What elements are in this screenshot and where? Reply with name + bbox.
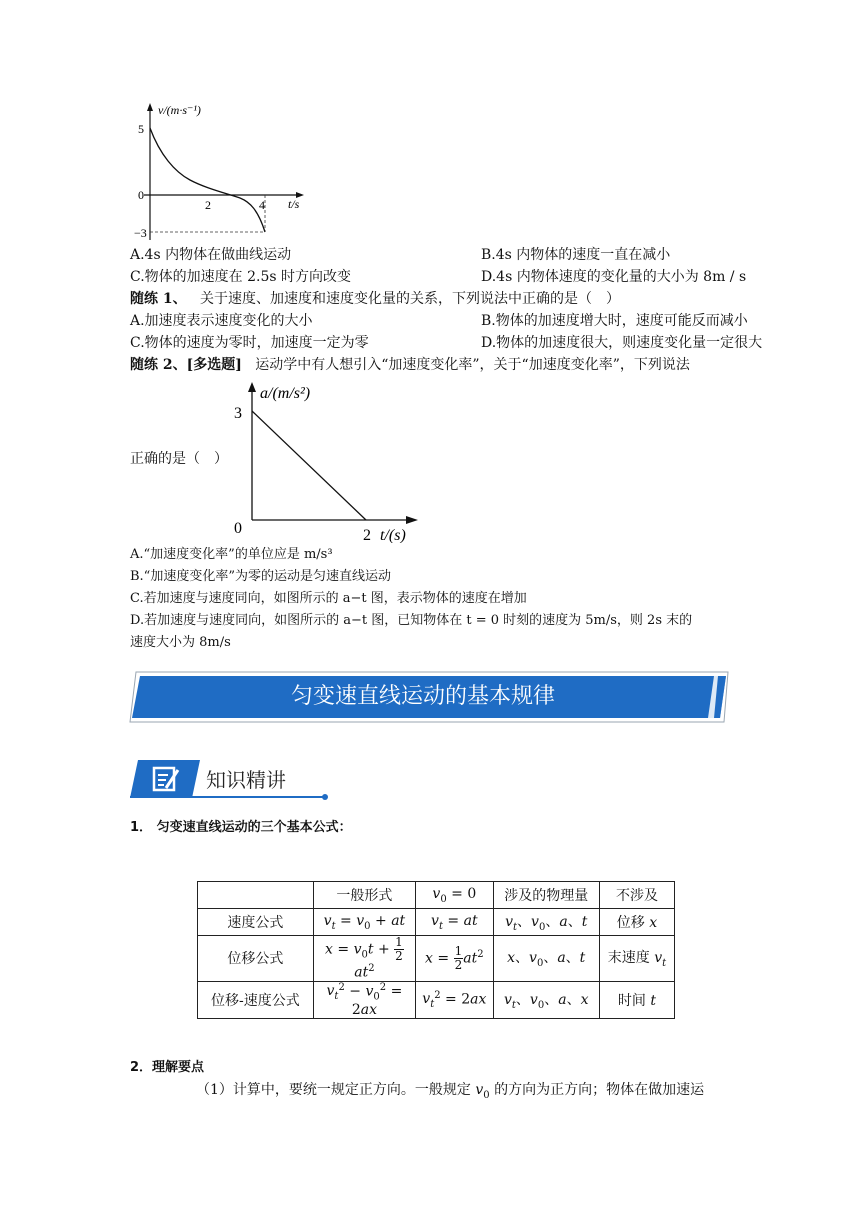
table-row <box>198 909 675 936</box>
table-header-row <box>198 882 675 909</box>
excludes: 时间 t <box>599 981 674 1018</box>
formula-zero: x = $\frac{1}{2}$ $at^2$ <box>416 936 493 982</box>
banner-title: 匀变速直线运动的基本规律 <box>290 684 555 709</box>
excludes: 位移 x <box>599 909 674 936</box>
q1-option-d: D.4s 内物体速度的变化量的大小为 8m / s <box>481 269 747 285</box>
graph1-x-label: t/s <box>288 197 300 211</box>
quantities: $v_t$、$v_0$、a、t <box>493 909 599 936</box>
practice2-label: 随练 2、[多选题] <box>130 357 242 373</box>
acceleration-time-graph <box>228 378 428 543</box>
formula-general: $x = v_0t$ + $\frac{1}{2}$ $at^2$ <box>313 936 415 982</box>
section-header <box>130 758 330 800</box>
practice2-question-cont: 正确的是（ ） <box>130 451 228 467</box>
formula-zero: $v_t^2 = 2ax$ <box>416 981 493 1018</box>
edit-note-icon <box>130 758 202 798</box>
graph1-y-tick-neg3: −3 <box>134 226 147 240</box>
table-header-cell: $v_0 = 0$ <box>416 882 493 909</box>
practice1-option-c: C.物体的速度为零时，加速度一定为零 <box>130 335 369 351</box>
practice2-option-d-line1: D.若加速度与速度同向，如图所示的 a−t 图，已知物体在 t = 0 时刻的速度为 5m/s，则 2s 末的 <box>130 613 693 628</box>
practice2-question: 运动学中有人想引入“加速度变化率”，关于“加速度变化率”，下列说法 <box>255 357 690 373</box>
table-header-cell: 不涉及 <box>599 882 674 909</box>
q1-option-c: C.物体的加速度在 2.5s 时方向改变 <box>130 269 352 285</box>
table-header-cell: 涉及的物理量 <box>493 882 599 909</box>
graph2-x-label: t/(s) <box>380 527 406 543</box>
practice1-label: 随练 1、 <box>130 291 187 307</box>
formula-table <box>197 881 675 1019</box>
table-header-cell <box>198 882 314 909</box>
graph1-x-tick-2: 2 <box>205 198 211 212</box>
quantities: x、$v_0$、a、t <box>493 936 599 982</box>
practice1-option-a: A.加速度表示速度变化的大小 <box>130 313 313 329</box>
practice1-option-d: D.物体的加速度很大，则速度变化量一定很大 <box>481 335 763 351</box>
formula-zero: $v_t$ = at <box>416 909 493 936</box>
practice1-option-b: B.物体的加速度增大时，速度可能反而减小 <box>481 313 748 329</box>
q1-option-a: A.4s 内物体在做曲线运动 <box>130 247 292 263</box>
practice2-option-d-line2: 速度大小为 8m/s <box>130 635 231 650</box>
practice2-stem <box>130 355 690 375</box>
table-row <box>198 981 675 1018</box>
practice1-stem <box>130 289 620 309</box>
graph1-x-tick-4: 4 <box>259 198 265 212</box>
graph2-y-label: a/(m/s²) <box>260 385 311 402</box>
excludes: 末速度 $v_t$ <box>599 936 674 982</box>
quantities: $v_t$、$v_0$、a、x <box>493 981 599 1018</box>
item2-title: 2．理解要点 <box>130 1060 205 1075</box>
graph2-y-tick-3: 3 <box>234 405 242 422</box>
formula-general: $v_t = v_0$ + at <box>313 909 415 936</box>
graph2-origin: 0 <box>234 520 242 537</box>
graph2-x-tick-2: 2 <box>363 527 371 543</box>
practice2-option-c: C.若加速度与速度同向，如图所示的 a−t 图，表示物体的速度在增加 <box>130 591 527 606</box>
item2-text: （1）计算中，要统一规定正方向。一般规定 $v_0$ 的方向为正方向；物体在做加速运 <box>196 1082 705 1101</box>
item1-title: 1． 匀变速直线运动的三个基本公式： <box>130 820 352 835</box>
graph1-y-tick-0: 0 <box>138 188 144 202</box>
graph1-y-tick-5: 5 <box>138 122 144 136</box>
row-name: 速度公式 <box>198 909 314 936</box>
graph1-y-label: v/(m·s⁻¹) <box>158 103 201 117</box>
table-header-cell: 一般形式 <box>313 882 415 909</box>
q1-option-b: B.4s 内物体的速度一直在减小 <box>481 247 671 263</box>
section-title: 知识精讲 <box>206 768 286 792</box>
row-name: 位移-速度公式 <box>198 981 314 1018</box>
section-underline <box>130 796 326 798</box>
section-underline-dot <box>322 794 328 800</box>
velocity-time-graph <box>130 100 310 245</box>
practice2-option-a: A.“加速度变化率”的单位应是 m/s³ <box>130 547 333 562</box>
row-name: 位移公式 <box>198 936 314 982</box>
practice1-question: 关于速度、加速度和速度变化量的关系，下列说法中正确的是（ ） <box>199 291 620 307</box>
practice2-option-b: B.“加速度变化率”为零的运动是匀速直线运动 <box>130 569 391 584</box>
formula-general: $v_t^2 - v_0^2 = 2ax$ <box>313 981 415 1018</box>
table-row <box>198 936 675 982</box>
